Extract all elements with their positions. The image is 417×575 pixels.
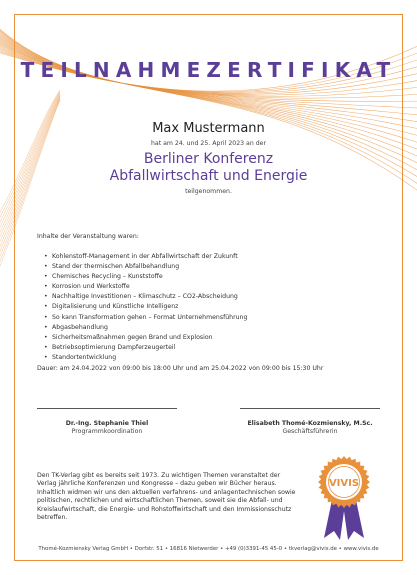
topic-item: • Nachhaltige Investitionen – Klimaschutz – CO2-Abscheidung: [52, 292, 247, 302]
event-duration: Dauer: am 24.04.2022 von 09:00 bis 18:00 Uhr und am 25.04.2022 von 09:00 bis 15:30 Uhr: [37, 365, 324, 372]
signatory-role: Geschäftsführerin: [282, 428, 338, 435]
certificate-title: TEILNAHMEZERTIFIKAT: [20, 58, 397, 82]
topic-item: • Abgasbehandlung: [52, 323, 247, 333]
topic-item: • Chemisches Recycling – Kunststoffe: [52, 272, 247, 282]
signature-right: [235, 420, 385, 435]
signature-left: [32, 420, 182, 435]
attended-text: hat am 24. und 25. April 2023 an der: [150, 140, 267, 147]
signature-line-right: [240, 408, 380, 409]
topic-item: • So kann Transformation gehen – Format Unternehmensführung: [52, 313, 247, 323]
conference-name-line2: Abfallwirtschaft und Energie: [109, 168, 308, 184]
publisher-footer: Thomé-Kozmiensky Verlag GmbH • Dorfstr. 51 • 16816 Nietwerder • +49 (0)3391-45 45-0 • tkverlag@vivis.de • www.vivis.de: [38, 546, 379, 552]
conference-name-line1: Berliner Konferenz: [143, 151, 274, 167]
topics-intro: Inhalte der Veranstaltung waren:: [37, 233, 139, 240]
topic-item: • Digitalisierung und Künstliche Intelligenz: [52, 302, 247, 312]
topic-item: • Betriebsoptimierung Dampferzeugerteil: [52, 343, 247, 353]
completion-text: teilgenommen.: [185, 188, 232, 195]
topic-item: • Sicherheitsmaßnahmen gegen Brand und Explosion: [52, 333, 247, 343]
participant-name: Max Mustermann: [152, 121, 265, 136]
topic-item: • Stand der thermischen Abfallbehandlung: [52, 262, 247, 272]
signatory-role: Programmkoordination: [71, 428, 143, 435]
seal-label: VIVIS: [328, 478, 360, 489]
publisher-description: Den TK-Verlag gibt es bereits seit 1973. Zu wichtigen Themen veranstaltet der Verlag jährliche Konferenzen und Kongresse – dazu geben wir Bücher heraus. Inhaltlich widmen wir uns den aktuellen verfahrens- und anlagentechnischen sowie politischen, rechtlichen und wirtschaftlichen Themen, soweit sie die Abfall- und Kreislaufwirtschaft, die Energie- und Rohstoffwirtschaft und den Immissionsschutz betreffen.: [37, 472, 296, 522]
signatory-name: Elisabeth Thomé-Kozmiensky, M.Sc.: [247, 420, 373, 427]
signature-line-left: [37, 408, 177, 409]
topics-list: [52, 252, 247, 363]
topic-item: • Korrosion und Werkstoffe: [52, 282, 247, 292]
signatory-name: Dr.-Ing. Stephanie Thiel: [65, 420, 149, 427]
topic-item: • Kohlenstoff-Management in der Abfallwirtschaft der Zukunft: [52, 252, 247, 262]
vivis-seal-icon: [312, 452, 376, 542]
topic-item: • Standortentwicklung: [52, 353, 247, 363]
